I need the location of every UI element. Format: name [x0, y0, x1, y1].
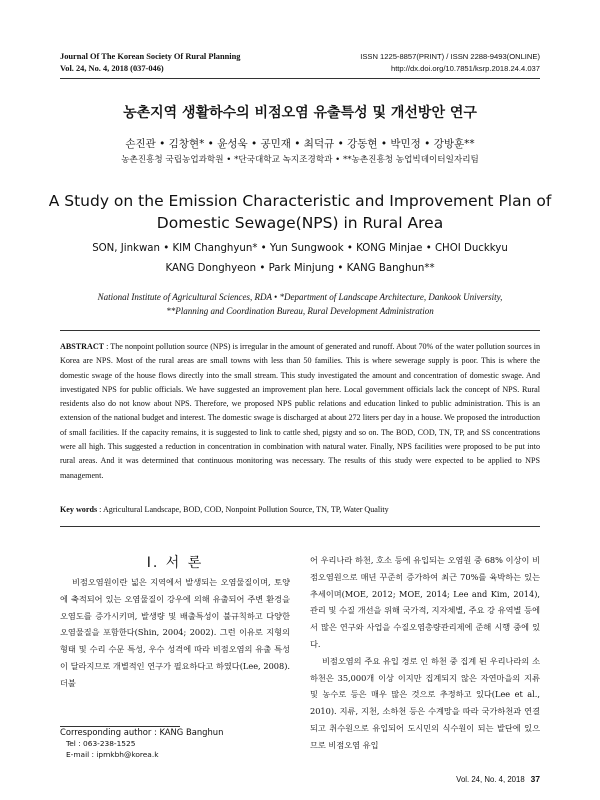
body-right-paragraph-1: 어 우리나라 하천, 호소 등에 유입되는 오염원 중 68% 이상이 비점오염원으로 매년 꾸준히 증가하여 최근 70%를 육박하는 있는 추세이며(MOE, 2012; MOE, 2014; Lee and Kim, 2014), 관리 및 수질 개선을 위해 국가적, 지자체별, 주요 강 유역별 등에서 많은 연구와 사업을 수질오염총량관리제에 준해 시행 중에 있다. — [310, 555, 540, 649]
doi-link[interactable]: http://dx.doi.org/10.7851/ksrp.2018.24.4.037 — [390, 64, 540, 73]
keywords-label: Key words — [60, 505, 98, 514]
page-number: 37 — [530, 774, 540, 784]
corresponding-email: E-mail : ipmkbh@korea.k — [66, 750, 159, 759]
section-heading-introduction: Ⅰ. 서 론 — [146, 555, 204, 571]
english-title-line2: Domestic Sewage(NPS) in Rural Area — [156, 214, 444, 232]
header-divider — [60, 78, 540, 79]
english-affiliations — [40, 290, 560, 318]
keywords-text: : Agricultural Landscape, BOD, COD, Nonpoint Pollution Source, TN, TP, Water Quality — [97, 505, 389, 514]
english-authors — [40, 239, 560, 279]
english-affil-line1: National Institute of Agricultural Sciences, RDA • *Department of Landscape Architecture, Dankook University, — [97, 292, 503, 302]
issn: ISSN 1225-8857(PRINT) / ISSN 2288-9493(ONLINE) — [360, 52, 540, 61]
korean-authors: 손진관 • 김창현* • 윤성욱 • 공민재 • 최덕규 • 강동현 • 박민정 • 강방훈** — [125, 138, 475, 150]
footnote — [60, 727, 223, 760]
korean-affiliations: 농촌진흥청 국립농업과학원 • *단국대학교 녹지조경학과 • **농촌진흥청 농업빅데이터일자리팀 — [121, 155, 479, 165]
body-left-column: 비점오염원이란 넓은 지역에서 발생되는 오염물질이며, 토양에 축적되어 있는 오염물질이 강우에 의해 유출되어 주변 환경을 오염도를 증가시키며, 발생량 및 배출특성이 불규칙하고 다양한 오염물질을 포함한다(Shin, 2004; 2002). 그런 이유로 지형의 형태 및 수리 수문 특성, 우수 성격에 따라 비점오염의 유출 특성이 달라지므로 개별적인 연구가 필요하다고 하였다(Lee, 2008). 더불 — [60, 577, 290, 688]
corresponding-tel: Tel : 063-238-1525 — [66, 739, 136, 748]
journal-name: Journal Of The Korean Society Of Rural Planning — [60, 52, 241, 61]
corresponding-author: Corresponding author : KANG Banghun — [60, 727, 224, 737]
body-right-column — [310, 552, 540, 754]
abstract — [60, 340, 540, 483]
body-right-paragraph-2: 비점오염의 주요 유입 경로 인 하천 중 집계 된 우리나라의 소하천은 35,000개 이상 이지만 집계되지 않은 자연마을의 지류 및 농수로 등은 매우 많은 것으로 추정하고 있다(Lee et al., 2010). 지류, 지천, 소하천 등은 수계망을 따라 국가하천과 연결되고 취수원으로 유입되어 도시민의 식수원이 되는 발단에 있으므로 비점오염 유입 — [310, 655, 540, 750]
english-title-line1: A Study on the Emission Characteristic and Improvement Plan of — [48, 192, 552, 210]
english-authors-line1: SON, Jinkwan • KIM Changhyun* • Yun Sungwook • KONG Minjae • CHOI Duckkyu — [92, 243, 508, 254]
english-title — [40, 190, 560, 234]
keywords — [60, 505, 540, 514]
footer-volume: Vol. 24, No. 4, 2018 — [456, 775, 525, 784]
page-footer — [456, 774, 540, 784]
volume-info: Vol. 24, No. 4, 2018 (037-046) — [60, 64, 164, 73]
abstract-label: ABSTRACT — [60, 342, 105, 351]
journal-header-right — [360, 51, 540, 75]
abstract-text: : The nonpoint pollution source (NPS) is irregular in the amount of generated and runoff. About 70% of the water pollution sources in Korea are NPS. Most of the rural areas are small towns with less than 50 families. This is where sewerage supply is poor. This is where the domestic swage of the house flows directly into the small stream. This study investigated the amount and concentration of domestic swage. And investigated NPS for public officials. We have suggested an improvement plan here. Local government officials lack the concept of NPS. Rural residents also do not know about NPS. Therefore, we proposed NPS public relations and education linked to public administration. This is an extension of the national budget and interest. The domestic swage is discharged at about 272 liters per day in a house. We proposed the introduction of small facilities. If the capacity remains, it is suggested to link to cattle shed, pigsty and so on. The BOD, COD, TN, TP, and SS concentrations were all high. This suggested a reduction in concentration in combination with natural water. Finally, NPS facilities were proposed to be put into rural areas. And it was determined that continuous monitoring was necessary. The results of this study were expected to be applied to NPS management. — [60, 342, 540, 480]
journal-header-left — [60, 51, 240, 75]
english-authors-line2: KANG Donghyeon • Park Minjung • KANG Banghun** — [165, 263, 435, 274]
english-affil-line2: **Planning and Coordination Bureau, Rural Development Administration — [166, 306, 434, 316]
abstract-top-divider — [60, 330, 540, 331]
korean-title: 농촌지역 생활하수의 비점오염 유출특성 및 개선방안 연구 — [123, 105, 477, 121]
abstract-bottom-divider — [60, 526, 540, 527]
